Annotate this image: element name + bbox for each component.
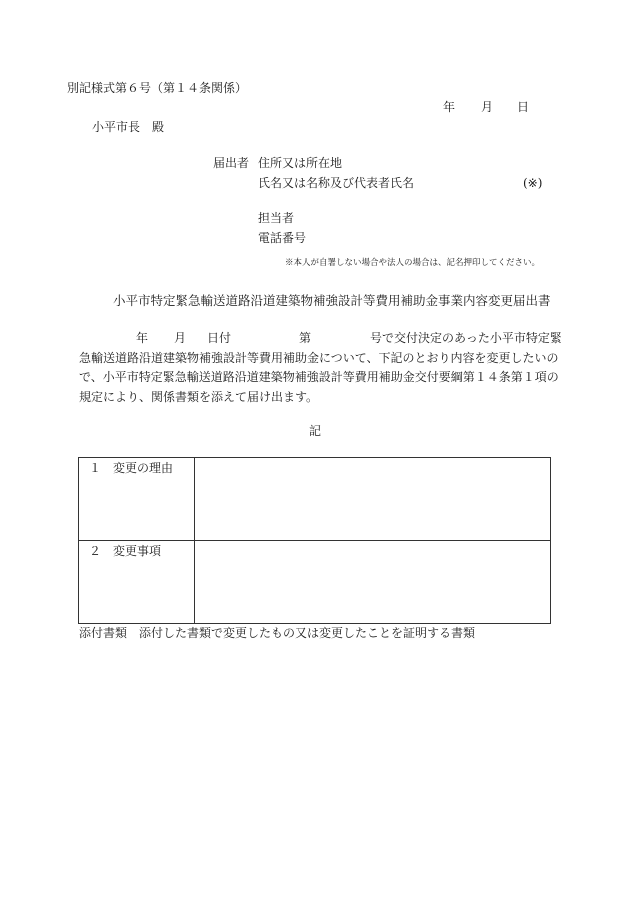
seal-note: ※本人が自署しない場合や法人の場合は、記名押印してください。 bbox=[285, 258, 541, 268]
row-value-changes[interactable] bbox=[195, 541, 551, 624]
table-row bbox=[79, 541, 551, 624]
body-line3: で、小平市特定緊急輸送道路沿道建築物補強設計等費用補助金交付要綱第１４条第１項の bbox=[79, 370, 559, 384]
name-label: 氏名又は名称及び代表者氏名 bbox=[258, 176, 415, 190]
body-month: 月 bbox=[174, 331, 187, 345]
body-paragraph bbox=[79, 329, 562, 407]
addressee: 小平市長 殿 bbox=[92, 120, 165, 134]
date-day-label: 日 bbox=[517, 100, 530, 114]
contact-person-label: 担当者 bbox=[258, 211, 295, 225]
body-line2: 急輸送道路沿道建築物補強設計等費用補助金について、下記のとおり内容を変更したいの bbox=[79, 350, 559, 365]
body-year: 年 bbox=[136, 331, 149, 345]
applicant-label: 届出者 bbox=[213, 156, 250, 170]
row-label-changes: ２ 変更事項 bbox=[79, 541, 195, 624]
attachment-note: 添付書類 添付した書類で変更したもの又は変更したことを証明する書類 bbox=[79, 626, 476, 640]
seal-mark: (※) bbox=[523, 176, 543, 190]
form-number: 別記様式第６号（第１４条関係） bbox=[67, 81, 248, 95]
phone-label: 電話番号 bbox=[258, 231, 307, 245]
ki-heading: 記 bbox=[309, 424, 322, 438]
change-table bbox=[78, 457, 551, 624]
body-line1-rest: 号で交付決定のあった小平市特定緊 bbox=[370, 331, 562, 345]
document-title: 小平市特定緊急輸送道路沿道建築物補強設計等費用補助金事業内容変更届出書 bbox=[113, 293, 551, 308]
date-year-label: 年 bbox=[443, 100, 456, 114]
body-date: 日付 bbox=[207, 331, 232, 345]
body-number-prefix: 第 bbox=[299, 331, 312, 345]
row-label-reason: １ 変更の理由 bbox=[79, 458, 195, 541]
table-row bbox=[79, 458, 551, 541]
date-month-label: 月 bbox=[481, 100, 494, 114]
body-line4: 規定により、関係書類を添えて届け出ます。 bbox=[79, 389, 319, 404]
address-label: 住所又は所在地 bbox=[258, 156, 343, 170]
row-value-reason[interactable] bbox=[195, 458, 551, 541]
